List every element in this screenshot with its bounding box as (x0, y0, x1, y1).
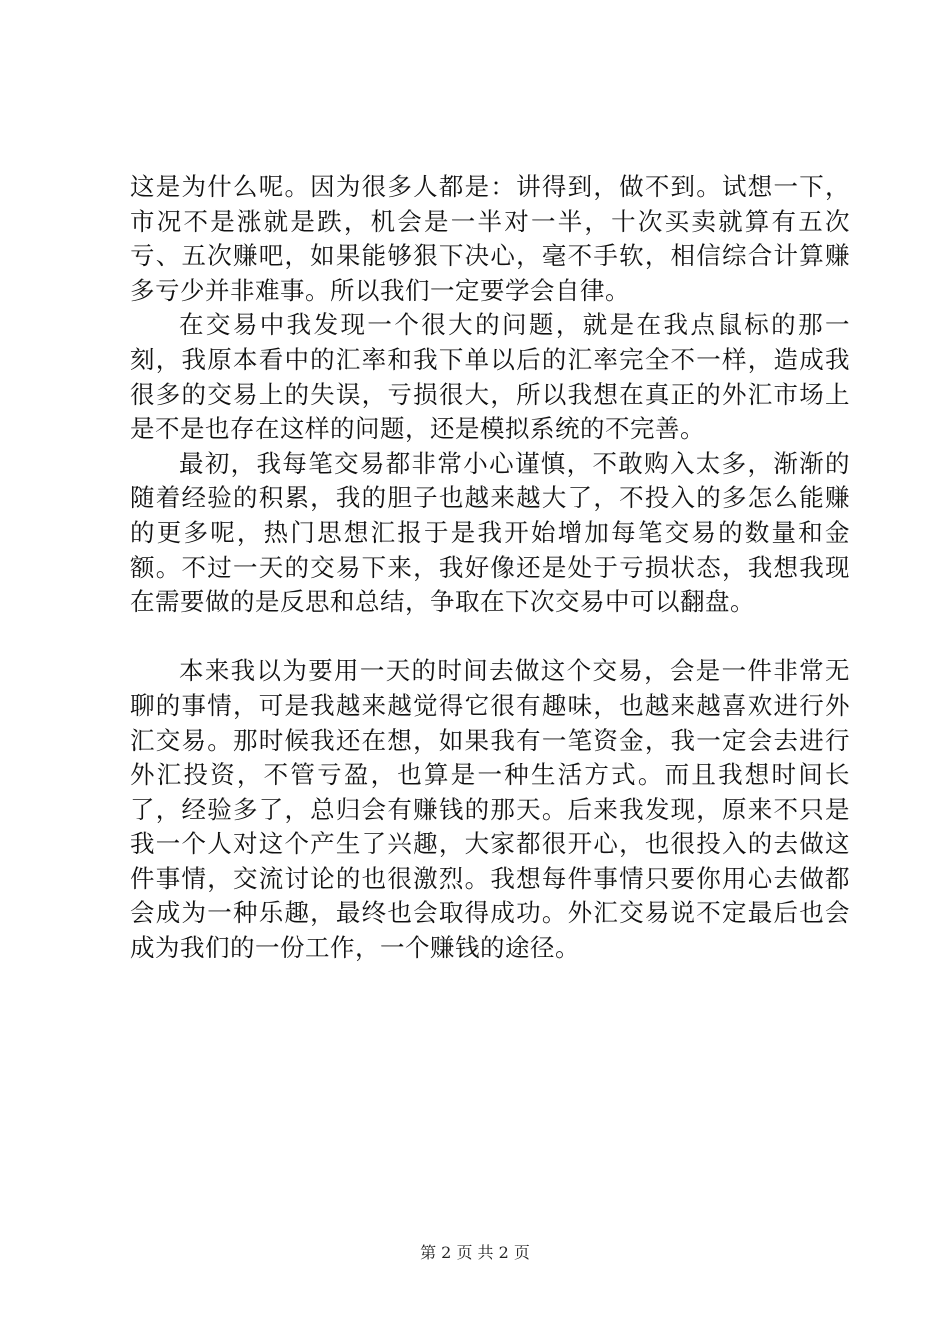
paragraph-continued: 这是为什么呢。因为很多人都是：讲得到，做不到。试想一下，市况不是涨就是跌，机会是一半对一半，十次买卖就算有五次亏、五次赚吧，如果能够狠下决心，毫不手软，相信综合计算赚多亏少并非难事。所以我们一定要学会自律。 (130, 172, 850, 305)
page-footer: 第 2 页 共 2 页 (420, 1243, 530, 1262)
paragraph-spacer (130, 620, 850, 655)
paragraph-conclusion: 本来我以为要用一天的时间去做这个交易，会是一件非常无聊的事情，可是我越来越觉得它很有趣味，也越来越喜欢进行外汇交易。那时候我还在想，如果我有一笔资金，我一定会去进行外汇投资，不管亏盈，也算是一种生活方式。而且我想时间长了，经验多了，总归会有赚钱的那天。后来我发现，原来不只是我一个人对这个产生了兴趣，大家都很开心，也很投入的去做这件事情，交流讨论的也很激烈。我想每件事情只要你用心去做都会成为一种乐趣，最终也会取得成功。外汇交易说不定最后也会成为我们的一份工作，一个赚钱的途径。 (130, 656, 850, 963)
document-body (130, 170, 850, 966)
paragraph-experience: 最初，我每笔交易都非常小心谨慎，不敢购入太多，渐渐的随着经验的积累，我的胆子也越来越大了，不投入的多怎么能赚的更多呢，热门思想汇报于是我开始增加每笔交易的数量和金额。不过一天的交易下来，我好像还是处于亏损状态，我想我现在需要做的是反思和总结，争取在下次交易中可以翻盘。 (130, 448, 850, 617)
paragraph-rate-issue: 在交易中我发现一个很大的问题，就是在我点鼠标的那一刻，我原本看中的汇率和我下单以后的汇率完全不一样，造成我很多的交易上的失误，亏损很大，所以我想在真正的外汇市场上是不是也存在这样的问题，还是模拟系统的不完善。 (130, 310, 850, 444)
